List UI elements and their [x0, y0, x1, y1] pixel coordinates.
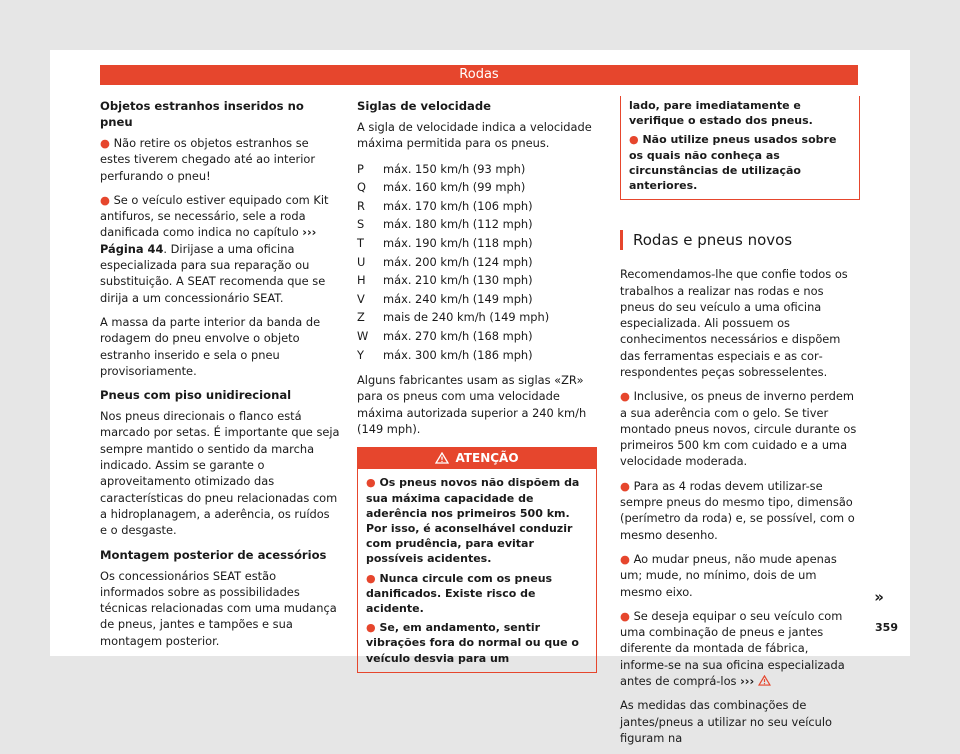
paragraph: Nos pneus direcionais o flanco está marcado por setas. É importante que seja sempre mantido o sentido da marcha indicado. Assim se garante o aproveitamento otimizado das características do pneu relacionadas com a hidroplanagem, a aderência, os ruídos e o desgaste.: [100, 409, 340, 538]
continue-mark: »: [874, 588, 884, 606]
section-header: Rodas: [100, 65, 858, 85]
bullet-dot-icon: ●: [629, 133, 639, 147]
bullet-dot-icon: ●: [100, 136, 110, 150]
warning-item: ● Nunca circule com os pneus danificados. Existe risco de acidente.: [366, 571, 553, 615]
warning-header: [358, 447, 596, 469]
bullet-dot-icon: ●: [366, 476, 376, 490]
bullet-dot-icon: ●: [620, 551, 630, 566]
bullet-item: ● Se o veículo estiver equipado com Kit antifuros, se necessário, sele a roda danificada como indica no capítulo ››› Página 44. Dirijase a uma oficina especializada para sua reparação ou substituição. A SEAT recomenda que se dirija a um concessionário SEAT.: [100, 192, 329, 305]
bullet-dot-icon: ●: [620, 389, 630, 404]
warning-item: lado, pare imediatamente e verifique o estado dos pneus.: [629, 99, 813, 128]
warning-item: ● Os pneus novos não dispõem da sua máxima capacidade de aderência nos primeiros 500 km. Por isso, é aconselhável conduzir com prudência, para evitar possíveis acidentes.: [366, 476, 580, 566]
bullet-item: ● Inclusive, os pneus de inverno perdem a sua aderência com o gelo. Se tiver montado pneus novos, circule durante os primeiros 500 km com cuidado e a uma velocidade moderada.: [620, 389, 857, 469]
bullet-item: ● Para as 4 rodas devem utilizar-se sempre pneus do mesmo tipo, dimensão (perímetro da roda) e, se possível, com o mesmo desenho.: [620, 478, 855, 542]
speed-row: U máx. 200 km/h (124 mph): [357, 254, 533, 269]
speed-row: W máx. 270 km/h (168 mph): [357, 328, 533, 343]
paragraph: As medidas das combinações de jantes/pneus a utilizar no seu veículo figuram na: [620, 698, 833, 745]
speed-row: S máx. 180 km/h (112 mph): [357, 217, 533, 232]
warning-continuation: [620, 96, 860, 200]
paragraph: Os concessionários SEAT estão informados sobre as possibilidades técnicas relacionadas com uma mudança de pneus, jantes e tampões e sua montagem posterior.: [100, 568, 337, 648]
bullet-item: ● Não retire os objetos estranhos se estes tiverem chegado até ao interior perfurando o pneu!: [100, 136, 316, 183]
manual-page: [50, 50, 910, 745]
speed-row: T máx. 190 km/h (118 mph): [357, 235, 533, 250]
section-title: Rodas e pneus novos: [620, 230, 860, 250]
speed-row: Y máx. 300 km/h (186 mph): [357, 347, 533, 362]
warning-triangle-icon: [435, 452, 449, 464]
speed-row: Z mais de 240 km/h (149 mph): [357, 310, 550, 325]
bullet-dot-icon: ●: [100, 192, 110, 207]
bullet-dot-icon: ●: [366, 571, 376, 585]
warning-triangle-icon: [758, 675, 771, 686]
warning-item: ● Se, em andamento, sentir vibrações fora do normal ou que o veículo desvia para um: [366, 621, 579, 665]
heading-speed-codes: Siglas de velocidade: [357, 99, 492, 113]
heading-foreign-objects: Objetos estranhos inseridos no pneu: [100, 99, 304, 129]
warning-item: ● Não utilize pneus usados sobre os quais não conheça as circunstâncias de utilização anteriores.: [629, 133, 837, 193]
bullet-dot-icon: ●: [366, 621, 376, 635]
column-left: [100, 98, 340, 657]
heading-unidirectional: Pneus com piso unidirecional: [100, 388, 292, 403]
speed-row: P máx. 150 km/h (93 mph): [357, 161, 526, 176]
warning-body: [358, 469, 596, 671]
bullet-dot-icon: ●: [620, 608, 630, 623]
speed-row: V máx. 240 km/h (149 mph): [357, 291, 533, 306]
column-middle: [357, 98, 597, 673]
warning-box: [357, 447, 597, 672]
paragraph: Recomendamos-lhe que confie todos os trabalhos a realizar nas rodas e nos pneus do seu veículo a uma oficina especializada. Ali possuem os conhecimentos necessários e dispõem das ferramentas especiais e as correspondentes peças sobresselentes.: [620, 267, 848, 379]
paragraph: Alguns fabricantes usam as siglas «ZR» para os pneus com uma velocidade máxima autorizada superior a 240 km/h (149 mph).: [357, 373, 587, 437]
speed-row: R máx. 170 km/h (106 mph): [357, 198, 533, 213]
speed-row: Q máx. 160 km/h (99 mph): [357, 180, 526, 195]
paragraph: A sigla de velocidade indica a velocidade máxima permitida para os pneus.: [357, 120, 592, 151]
column-right: [620, 98, 860, 754]
speed-table: [357, 160, 597, 365]
heading-accessories: Montagem posterior de acessórios: [100, 547, 327, 562]
bullet-dot-icon: ●: [620, 478, 630, 493]
bullet-item: ● Ao mudar pneus, não mude apenas um; mude, no mínimo, dois de um mesmo eixo.: [620, 551, 837, 599]
paragraph: A massa da parte interior da banda de rodagem do pneu envolve o objeto estranho inserido e sela o pneu provisoriamente.: [100, 314, 321, 378]
speed-row: H máx. 210 km/h (130 mph): [357, 273, 533, 288]
warning-link[interactable]: ›››: [740, 674, 755, 689]
page-number: 359: [875, 621, 898, 634]
warning-title: ATENÇÃO: [455, 451, 519, 466]
bullet-item: ● Se deseja equipar o seu veículo com uma combinação de pneus e jantes diferente da montada de fábrica, informe-se na sua oficina especializada antes de comprá-los ›››: [620, 608, 845, 689]
page-link[interactable]: ››› Página 44: [100, 225, 317, 256]
